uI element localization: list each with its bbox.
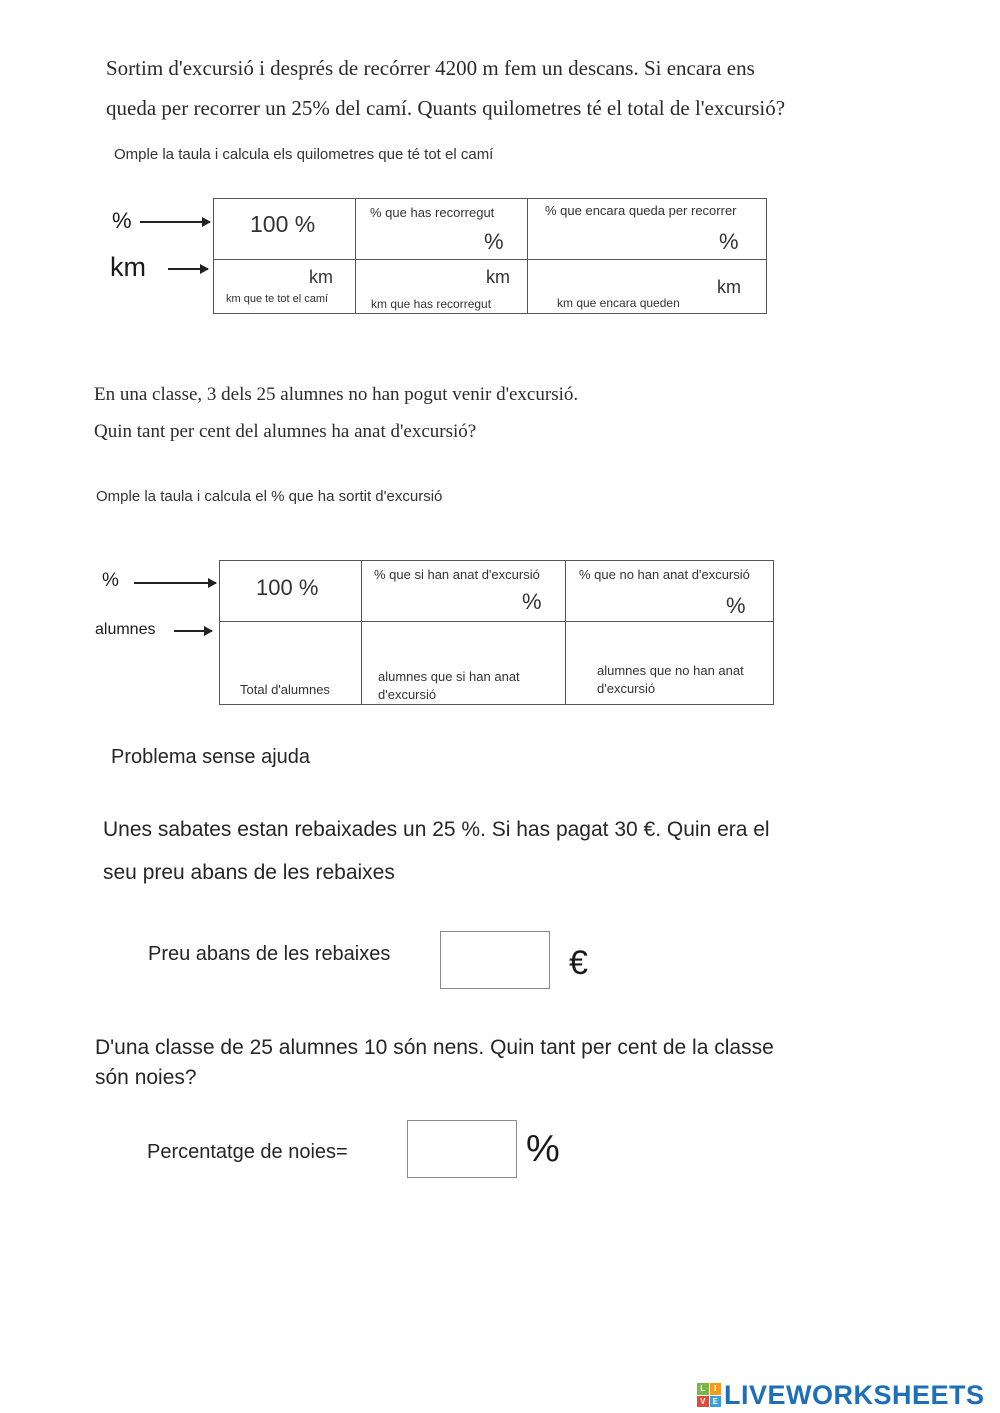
table-caption: Total d'alumnes [240,682,330,697]
percentage-answer-input[interactable] [407,1120,517,1178]
problem1-table [213,198,767,314]
table-caption: km que has recorregut [371,297,492,311]
problem1-instruction: Omple la taula i calcula els quilometres que té tot el camí [114,146,494,163]
table-caption: km que te tot el camí [226,293,329,305]
logo-mark-letter: I [710,1383,722,1395]
price-answer-input[interactable] [440,931,550,989]
table-caption: % que has recorregut [370,205,495,220]
problem3-heading: Problema sense ajuda [111,746,311,768]
table-caption: alumnes que no han anat [597,663,744,678]
table-caption: d'excursió [378,687,437,702]
table-unit: km [486,267,510,287]
row-label-km: km [110,252,146,282]
problem3-text-line2: seu preu abans de les rebaixes [103,861,395,884]
problem2-text-line2: Quin tant per cent del alumnes ha anat d'excursió? [94,421,477,442]
problem1-text-line2: queda per recorrer un 25% del camí. Quants quilometres té el total de l'excursió? [106,96,786,120]
table-caption: alumnes que si han anat [378,669,520,684]
logo-mark-letter: E [710,1396,722,1408]
table-caption: % que no han anat d'excursió [579,567,750,582]
table-unit: % [522,589,542,614]
logo-mark-letter: V [697,1396,709,1408]
problem4-text-line2: són noies? [95,1066,197,1089]
table-unit: km [717,277,741,297]
row-label-alumnes: alumnes [95,621,156,638]
table-unit: % [719,229,739,254]
row-label-percent: % [112,208,132,233]
arrow-right-icon [174,630,212,632]
table-caption: km que encara queden [557,296,680,310]
table-cell-100-percent: 100 % [250,211,316,237]
table-unit: km [309,267,333,287]
problem4-answer-label: Percentatge de noies= [147,1141,348,1163]
table-cell-100-percent: 100 % [256,575,319,600]
arrow-right-icon [140,221,210,223]
problem2-text-line1: En una classe, 3 dels 25 alumnes no han pogut venir d'excursió. [94,384,579,405]
logo-text: LIVEWORKSHEETS [724,1379,985,1410]
table-unit: % [484,229,504,254]
liveworksheets-logo [697,1378,985,1412]
problem3-text-line1: Unes sabates estan rebaixades un 25 %. Si has pagat 30 €. Quin era el [103,818,770,841]
logo-mark-letter: L [697,1383,709,1395]
table-caption: % que encara queda per recorrer [545,203,737,218]
row-label-percent: % [102,570,119,591]
table-unit: % [726,593,746,618]
table-caption: % que si han anat d'excursió [374,567,540,582]
problem1-text-line1: Sortim d'excursió i després de recórrer 4200 m fem un descans. Si encara ens [106,56,755,80]
percent-unit: % [526,1128,560,1170]
problem2-instruction: Omple la taula i calcula el % que ha sortit d'excursió [96,488,443,505]
euro-unit: € [569,944,588,982]
problem3-answer-label: Preu abans de les rebaixes [148,943,391,965]
arrow-right-icon [134,582,216,584]
table-caption: d'excursió [597,681,656,696]
liveworksheets-logo-icon [697,1383,721,1407]
problem2-table [219,560,774,705]
arrow-right-icon [168,268,208,270]
problem4-text-line1: D'una classe de 25 alumnes 10 són nens. Quin tant per cent de la classe [95,1036,774,1059]
